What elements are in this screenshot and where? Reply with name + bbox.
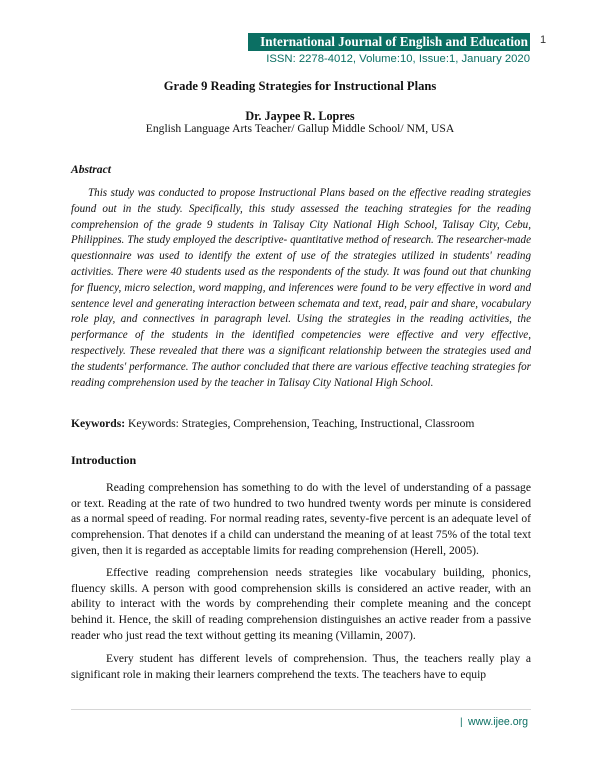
author-name: Dr. Jaypee R. Lopres [245,109,355,123]
abstract-body: This study was conducted to propose Instructional Plans based on the effective reading strategies found out in the study. Specifically, this study assessed the teaching strategies for the reading comprehension of the grade 9 students in Talisay City National High School, Talisay City, Cebu, Philippines. The study employed the descriptive- quantitative method of research. The researcher-made questionnaire was used to identify the extent of use of the strategies utilized in students' reading activities. There were 40 students used as the respondents of the study. It was found out that chunking for fluency, micro selection, word mapping, and inferences were found to be very effective in word and sentence level and generating interaction between schemata and text, read, pair and share, vocabulary role play, and connectives in paragraph level. Using the strategies in the reading activities, the performance of the students in the identified competencies were effective and very effective, respectively. These revealed that there was a significant relationship between the strategies used and the students' performance. The author concluded that there are various effective teaching strategies for reading comprehension used by the teacher in Talisay City National High School. [71,187,531,389]
paper-title: Grade 9 Reading Strategies for Instructional Plans [163,79,437,93]
keywords-line [71,417,474,430]
page-number: 1 [540,34,547,46]
introduction-heading: Introduction [71,453,137,467]
issn-line: ISSN: 2278-4012, Volume:10, Issue:1, January 2020 [266,53,530,65]
keywords-label: Keywords: [71,417,126,430]
abstract-heading: Abstract [71,163,111,176]
footer-website-link[interactable]: www.ijee.org [468,716,529,728]
footer-divider [71,709,531,710]
footer-separator: | [460,717,463,728]
journal-name-banner: International Journal of English and Education [248,33,530,51]
intro-paragraph-2: Effective reading comprehension needs strategies like vocabulary building, phonics, fluency skills. A person with good comprehension skills is considered an active reader, with an ability to interact with the words by comprehending their complete meaning and the concept behind it. Hence, the skill of reading comprehension distinguishes an active reader from a passive reader who just read the text without getting its meaning (Villamin, 2007). [71,566,531,642]
intro-paragraph-3: Every student has different levels of comprehension. Thus, the teachers really play a significant role in making their learners comprehend the texts. The teachers have to equip [71,652,531,681]
author-affiliation: English Language Arts Teacher/ Gallup Middle School/ NM, USA [145,122,455,135]
keywords-text: Keywords: Strategies, Comprehension, Teaching, Instructional, Classroom [125,417,475,430]
intro-paragraph-1: Reading comprehension has something to do with the level of understanding of a passage or text. Reading at the rate of two hundred to two hundred twenty words per minute is considered as a normal speed of reading. For normal reading rates, seventy-five percent is an adequate level of comprehension. That denotes if a child can understand the meaning of at least 75% of the total text given, then it is regarded as acceptable limits for reading comprehension (Herell, 2005). [71,481,531,557]
